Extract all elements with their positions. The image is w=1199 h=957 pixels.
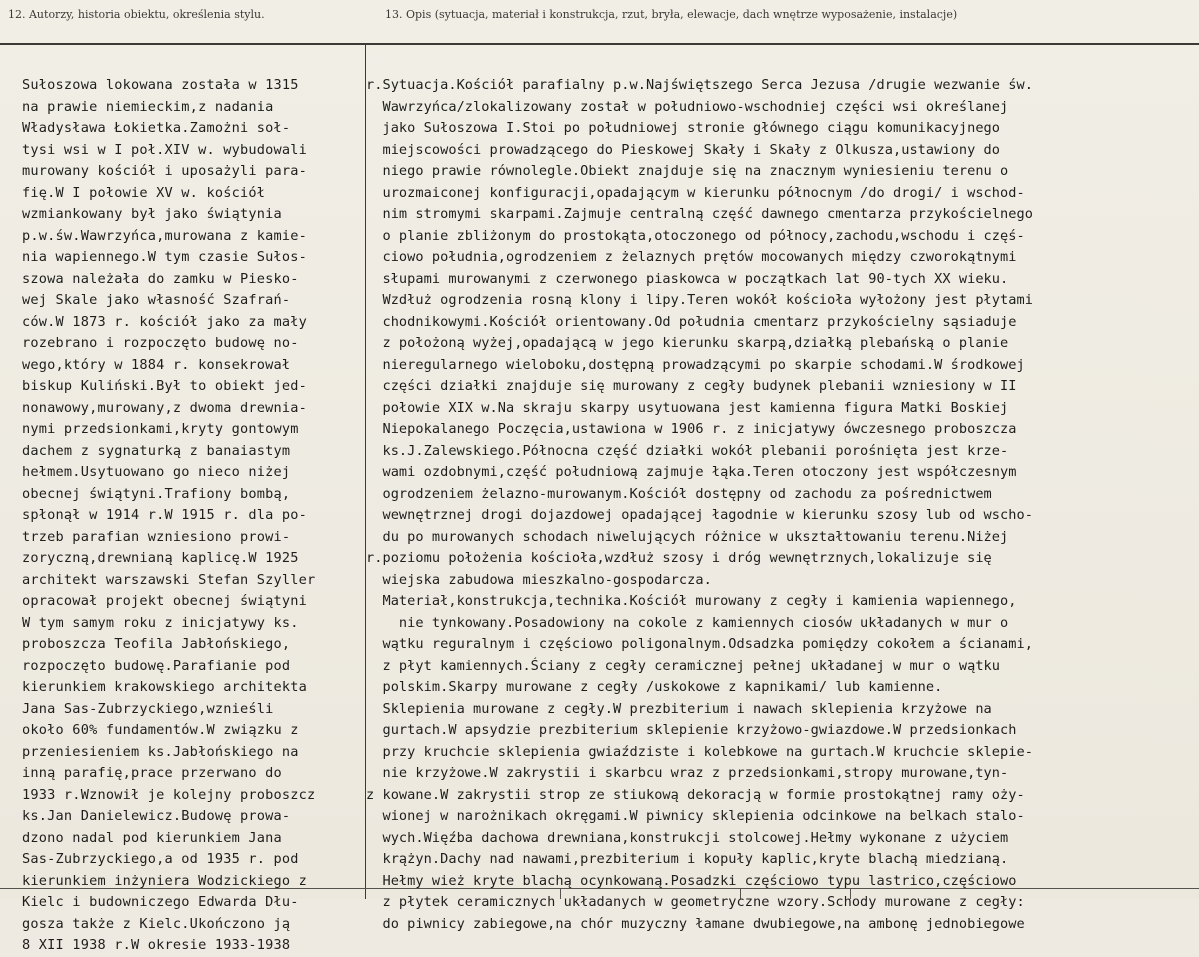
history-text-line: proboszcza Teofila Jabłońskiego, [22, 636, 291, 652]
history-text-line: na prawie niemieckim,z nadania [22, 98, 274, 115]
description-text-line: Materiał,konstrukcja,technika.Kościół murowany z cegły i kamienia wapiennego, [366, 593, 1017, 609]
section-13-header: 13. Opis (sytuacja, materiał i konstrukcja, rzut, bryła, elewacje, dach wnętrze wyposażenie, instalacje) [385, 8, 958, 21]
description-text-line: wionej w narożnikach okręgami.W piwnicy sklepienia odcinkowe na belkach stalo- [366, 808, 1025, 824]
history-text-line: Sułoszowa lokowana została w 1315 [22, 77, 299, 93]
history-text-line: kierunkiem inżyniera Wodzickiego z [22, 872, 308, 889]
history-text-line: 1933 r.Wznowił je kolejny proboszcz [22, 786, 316, 803]
history-text-line: obecnej świątyni.Trafiony bombą, [22, 485, 291, 502]
history-text-line: W tym samym roku z inicjatywy ks. [22, 614, 299, 631]
description-text-line: miejscowości prowadzącego do Pieskowej Skały i Skały z Olkusza,ustawiony do [366, 141, 1001, 158]
history-text-line: 8 XII 1938 r.W okresie 1933-1938 [22, 937, 291, 953]
history-column [22, 75, 382, 957]
history-text-line: dzono nadal pod kierunkiem Jana [22, 829, 282, 846]
history-text-line: zoryczną,drewnianą kaplicę.W 1925 [22, 550, 299, 566]
description-text-line: wewnętrznej drogi dojazdowej opadającej łagodnie w kierunku szosy lub od wscho- [366, 507, 1033, 523]
history-text-line: fię.W I połowie XV w. kościół [22, 184, 266, 201]
description-text-line: du po murowanych schodach niwelujących różnice w ukształtowaniu terenu.Niżej [366, 528, 1009, 545]
history-text-line: rozpoczęto budowę.Parafianie pod [22, 657, 291, 674]
description-text-line: Hełmy wież kryte blachą ocynkowaną.Posadzki częściowo typu lastrico,częściowo [366, 872, 1017, 889]
history-text-line: wej Skale jako własność Szafrań- [22, 292, 291, 308]
history-text-line: przeniesieniem ks.Jabłońskiego na [22, 743, 299, 760]
history-text-line: murowany kościół i uposażyli para- [22, 163, 308, 179]
description-text-line: r.Sytuacja.Kościół parafialny p.w.Najświętszego Serca Jezusa /drugie wezwanie św. [366, 77, 1033, 93]
description-text-line: przy kruchcie sklepienia gwiaździste i kolebkowe na gurtach.W kruchcie sklepie- [366, 743, 1033, 760]
history-text-line: wego,który w 1884 r. konsekrował [22, 356, 291, 373]
history-text-line: biskup Kuliński.Był to obiekt jed- [22, 378, 308, 394]
description-text-line: do piwnicy zabiegowe,na chór muzyczny łamane dwubiegowe,na ambonę jednobiegowe [366, 915, 1025, 932]
history-text-line: ców.W 1873 r. kościół jako za mały [22, 313, 308, 330]
history-text-line: opracował projekt obecnej świątyni [22, 593, 308, 609]
description-text-line: słupami murowanymi z czerwonego piaskowca w początkach lat 90-tych XX wieku. [366, 270, 1009, 287]
description-text-line: połowie XIX w.Na skraju skarpy usytuowana jest kamienna figura Matki Boskiej [366, 399, 1009, 416]
description-text-line: niego prawie równolegle.Obiekt znajduje się na znacznym wyniesieniu terenu o [366, 163, 1009, 179]
description-text-line: Niepokalanego Poczęcia,ustawiona w 1906 r. z inicjatywy ówczesnego proboszcza [366, 421, 1017, 437]
description-text-line: ks.J.Zalewskiego.Północna część działki wokół plebanii porośnięta jest krze- [366, 442, 1009, 459]
history-text-line: trzeb parafian wzniesiono prowi- [22, 528, 291, 545]
description-text-line: wami ozdobnymi,część południową zajmuje łąka.Teren otoczony jest współczesnym [366, 464, 1017, 480]
history-text-line: około 60% fundamentów.W związku z [22, 722, 299, 738]
description-text-line: z kowane.W zakrystii strop ze stiukową dekoracją w formie prostokątnej ramy oży- [366, 786, 1025, 803]
description-text-line: wątku reguralnym i częściowo poligonalnym.Odsadzka pomiędzy cokołem a ścianami, [366, 636, 1033, 652]
description-text-line: nie tynkowany.Posadowiony na cokole z kamiennych ciosów układanych w mur o [366, 614, 1009, 631]
description-text-line: o planie zbliżonym do prostokąta,otoczonego od północy,zachodu,wschodu i częś- [366, 227, 1025, 244]
description-text-line: ogrodzeniem żelazno-murowanym.Kościół dostępny od zachodu za pośrednictwem [366, 485, 992, 502]
description-text-line: z płyt kamiennych.Ściany z cegły ceramicznej pełnej układanej w mur o wątku [366, 657, 1001, 674]
history-text-line: Władysława Łokietka.Zamożni soł- [22, 120, 291, 136]
history-text-line: tysi wsi w I poł.XIV w. wybudowali [22, 141, 308, 158]
history-text-line: rozebrano i rozpoczęto budowę no- [22, 335, 299, 351]
description-text-line: krążyn.Dachy nad nawami,prezbiterium i kopuły kaplic,kryte blachą miedzianą. [366, 851, 1009, 867]
description-text-line: Wawrzyńca/zlokalizowany został w południowo-wschodniej części wsi określanej [366, 98, 1009, 115]
history-text-line: gosza także z Kielc.Ukończono ją [22, 915, 291, 932]
history-text-line: nymi przedsionkami,kryty gontowym [22, 421, 299, 437]
history-text-line: Jana Sas-Zubrzyckiego,wznieśli [22, 700, 274, 717]
history-text-line: p.w.św.Wawrzyńca,murowana z kamie- [22, 227, 308, 244]
description-text-line: nim stromymi skarpami.Zajmuje centralną część dawnego cmentarza przykościelnego [366, 206, 1033, 222]
description-column [366, 75, 1196, 935]
history-text-line: nia wapiennego.W tym czasie Sułos- [22, 249, 308, 265]
description-text-line: nie krzyżowe.W zakrystii i skarbcu wraz z przedsionkami,stropy murowane,tyn- [366, 765, 1009, 781]
description-text-line: polskim.Skarpy murowane z cegły /uskokowe z kapnikami/ lub kamienne. [366, 679, 943, 695]
description-text-line: urozmaiconej konfiguracji,opadającym w kierunku północnym /do drogi/ i wschod- [366, 184, 1025, 201]
description-text-line: r.poziomu położenia kościoła,wzdłuż szosy i dróg wewnętrznych,lokalizuje się [366, 550, 992, 566]
history-text-line: spłonął w 1914 r.W 1915 r. dla po- [22, 507, 308, 523]
description-text-line: chodnikowymi.Kościół orientowany.Od południa cmentarz przykościelny sąsiaduje [366, 313, 1017, 330]
history-text-line: kierunkiem krakowskiego architekta [22, 679, 308, 695]
description-text-line: Wzdłuż ogrodzenia rosną klony i lipy.Teren wokół kościoła wyłożony jest płytami [366, 292, 1033, 308]
history-text-line: wzmiankowany był jako świątynia [22, 206, 282, 222]
description-text-line: ciowo południa,ogrodzeniem z żelaznych prętów mocowanych między czworokątnymi [366, 249, 1017, 265]
description-text-line: Sklepienia murowane z cegły.W prezbiterium i nawach sklepienia krzyżowe na [366, 700, 992, 717]
history-text-line: ks.Jan Danielewicz.Budowę prowa- [22, 808, 291, 824]
history-text-line: architekt warszawski Stefan Szyller [22, 571, 316, 588]
description-text-line: wych.Więźba dachowa drewniana,konstrukcji stolcowej.Hełmy wykonane z użyciem [366, 829, 1009, 846]
description-text-line: gurtach.W apsydzie prezbiterium sklepienie krzyżowo-gwiazdowe.W przedsionkach [366, 722, 1017, 738]
history-text-line: nonawowy,murowany,z dwoma drewnia- [22, 399, 308, 416]
description-text-line: z płytek ceramicznych układanych w geometryczne wzory.Schody murowane z cegły: [366, 894, 1025, 910]
description-text-line: z położoną wyżej,opadającą w jego kierunku skarpą,działką plebańską o planie [366, 335, 1009, 351]
history-text-line: dachem z sygnaturką z banaiastym [22, 442, 291, 459]
history-text-line: Sas-Zubrzyckiego,a od 1935 r. pod [22, 851, 299, 867]
history-text-line: Kielc i budowniczego Edwarda Dłu- [22, 894, 299, 910]
description-text-line: części działki znajduje się murowany z cegły budynek plebanii wzniesiony w II [366, 378, 1017, 394]
history-text-line: szowa należała do zamku w Piesko- [22, 270, 299, 287]
section-12-header: 12. Autorzy, historia obiektu, określenia stylu. [8, 8, 265, 21]
description-text-line: nieregularnego wieloboku,dostępną prowadzącymi po skarpie schodami.W środkowej [366, 356, 1025, 373]
description-text-line: wiejska zabudowa mieszkalno-gospodarcza. [366, 571, 712, 588]
history-text-line: inną parafię,prace przerwano do [22, 765, 282, 781]
history-text-line: hełmem.Usytuowano go nieco niżej [22, 464, 291, 480]
header-rule [0, 43, 1199, 45]
description-text-line: jako Sułoszowa I.Stoi po południowej stronie głównego ciągu komunikacyjnego [366, 120, 1001, 136]
